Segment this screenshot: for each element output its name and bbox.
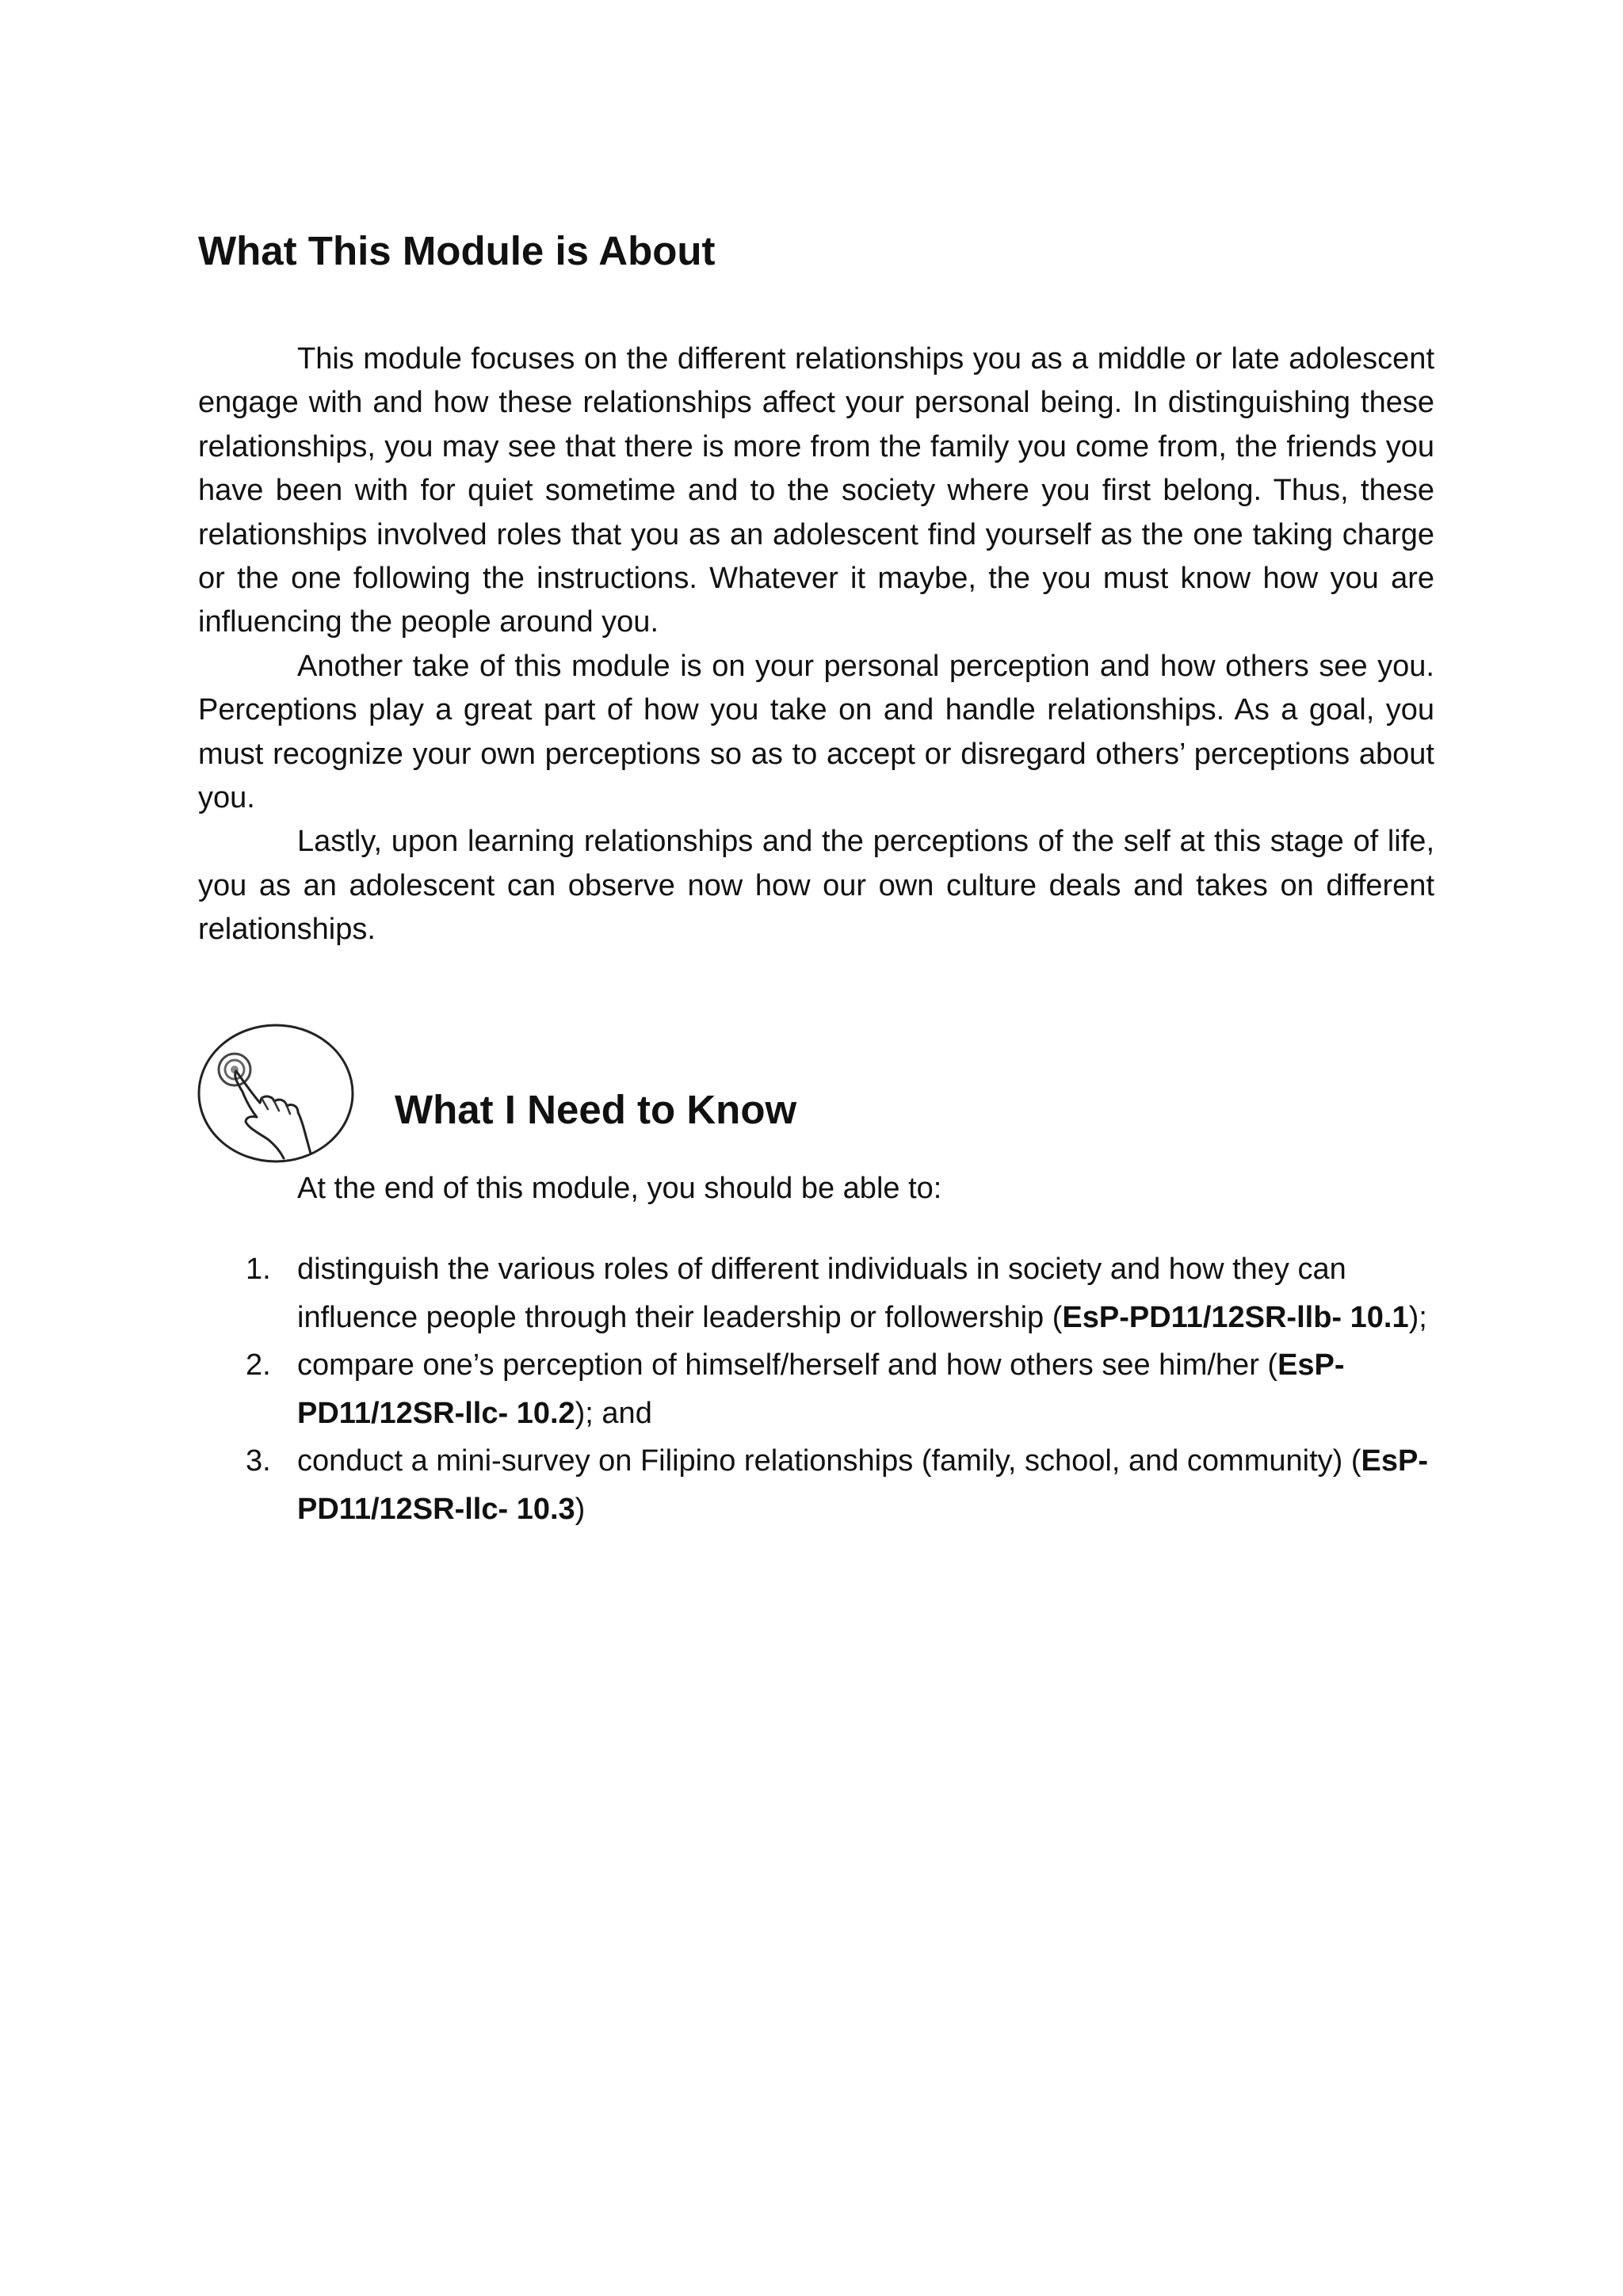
objective-text: conduct a mini-survey on Filipino relationships (family, school, and community) (	[297, 1444, 1361, 1478]
objective-item	[246, 1437, 1434, 1533]
competency-code: EsP-PD11/12SR-llc- 10.2	[297, 1348, 1345, 1430]
objectives-list	[246, 1245, 1434, 1533]
objective-text: distinguish the various roles of different individuals in society and how they can influence people through their leadership or followership (	[297, 1253, 1346, 1334]
objective-number: 3.	[246, 1444, 271, 1478]
objective-number: 1.	[246, 1253, 271, 1286]
objective-item	[246, 1341, 1434, 1437]
about-paragraph: Lastly, upon learning relationships and the perceptions of the self at this stage of life, you as an adolescent can observe now how our own culture deals and takes on different relationships.	[198, 825, 1434, 947]
need-to-know-heading: What I Need to Know	[395, 1087, 797, 1132]
about-paragraph: Another take of this module is on your personal perception and how others see you. Perceptions play a great part of how you take on and handle relationships. As a goal, you must recognize your own perceptions so as to accept or disregard others’ perceptions about you.	[198, 649, 1434, 815]
objective-suffix: ); and	[575, 1396, 652, 1430]
competency-code: EsP-PD11/12SR-llb- 10.1	[1062, 1300, 1409, 1334]
competency-code: EsP-PD11/12SR-llc- 10.3	[297, 1444, 1428, 1526]
about-heading: What This Module is About	[198, 228, 716, 273]
about-paragraph: This module focuses on the different relationships you as a middle or late adolescent engage with and how these relationships affect your personal being. In distinguishing these relationships, you may see that there is more from the family you come from, the friends you have been with for quiet sometime and to the society where you first belong. Thus, these relationships involved roles that you as an adolescent find yourself as the one taking charge or the one following the instructions. Whatever it maybe, the you must know how you are influencing the people around you.	[198, 342, 1434, 639]
objectives-intro: At the end of this module, you should be able to:	[297, 1172, 942, 1205]
about-body	[198, 338, 1434, 952]
pointing-hand-icon	[195, 1020, 358, 1166]
objective-suffix: );	[1408, 1300, 1427, 1334]
objective-suffix: )	[575, 1492, 586, 1526]
objective-number: 2.	[246, 1348, 271, 1382]
objective-text: compare one’s perception of himself/herself and how others see him/her (	[297, 1348, 1278, 1382]
objective-item	[246, 1245, 1434, 1341]
